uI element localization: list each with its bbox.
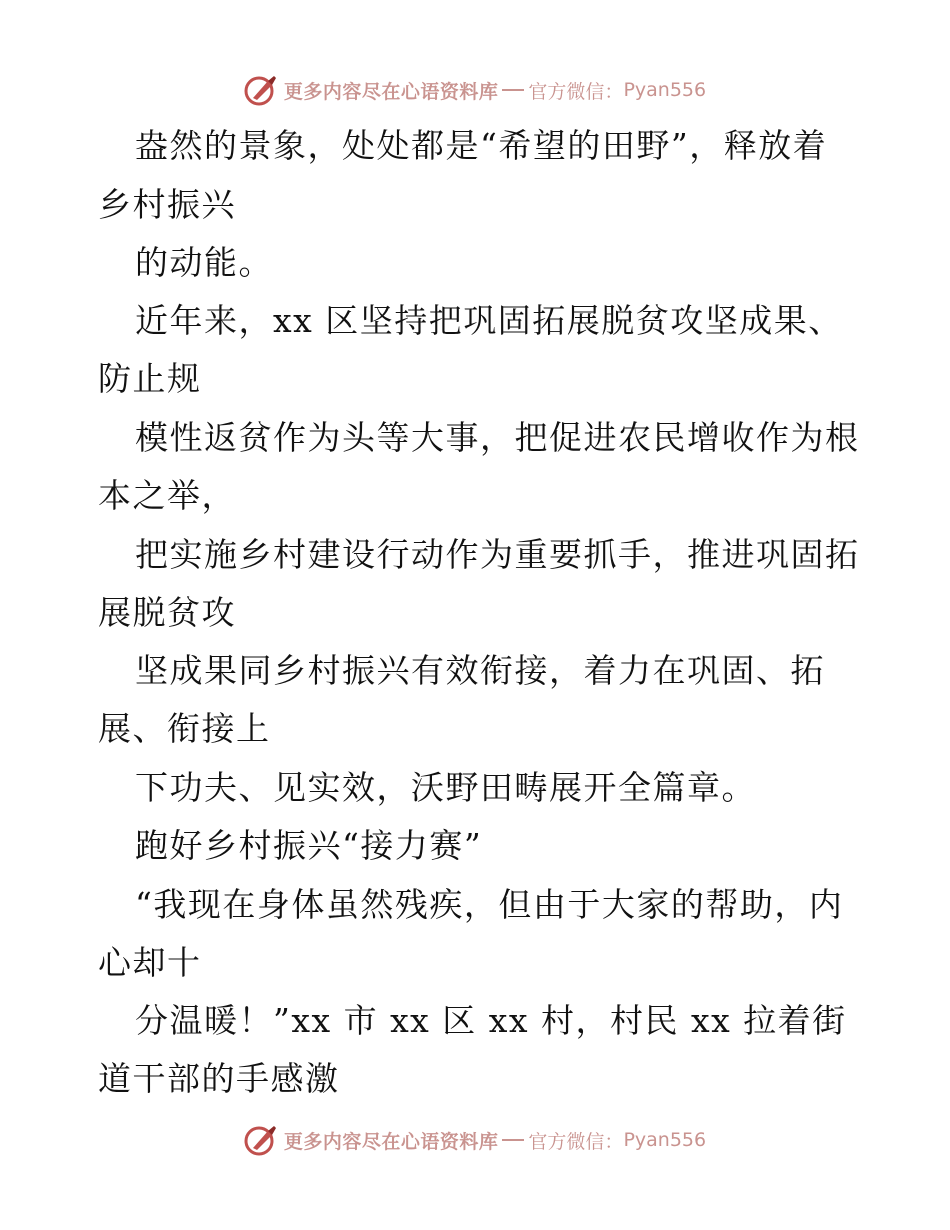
watermark-official-label: 官方微信： [528,1130,624,1153]
watermark-wechat-id: Pyan556 [623,1129,707,1151]
text-line: 本之举， [98,476,236,515]
watermark-brand-text: 更多内容尽在心语资料库 [283,1130,499,1153]
watermark-brand-text: 更多内容尽在心语资料库 [283,80,499,103]
text-line: 把实施乡村建设行动作为重要抓手，推进巩固拓 [135,535,860,574]
footer-watermark [0,1120,950,1160]
header-watermark [0,70,950,110]
text-line: 盎然的景象，处处都是“希望的田野”，释放着 [135,126,828,165]
text-line: 模性返贫作为头等大事，把促进农民增收作为根 [135,418,860,457]
text-line: 乡村振兴 [98,185,236,224]
text-line: 道干部的手感激 [98,1059,340,1098]
pen-nib-circle-icon [244,73,278,107]
text-line: 坚成果同乡村振兴有效衔接，着力在巩固、拓 [135,651,825,690]
watermark-separator [502,1139,524,1141]
text-line: 展脱贫攻 [98,593,236,632]
text-line: 心却十 [98,943,202,982]
text-line: 下功夫、见实效，沃野田畴展开全篇章。 [135,768,756,807]
text-line: “我现在身体虽然残疾，但由于大家的帮助，内 [135,885,844,924]
text-line: 跑好乡村振兴“接力赛” [135,826,483,865]
text-line: 的动能。 [135,243,273,282]
text-line: 分温暖！”xx 市 xx 区 xx 村，村民 xx 拉着街 [135,1001,847,1040]
text-line: 防止规 [98,359,202,398]
text-line: 近年来，xx 区坚持把巩固拓展脱贫攻坚成果、 [135,301,843,340]
watermark-wechat-id: Pyan556 [623,79,707,101]
watermark-official-label: 官方微信： [528,80,624,103]
watermark-separator [502,89,524,91]
pen-nib-circle-icon [244,1123,278,1157]
text-line: 展、衔接上 [98,709,271,748]
